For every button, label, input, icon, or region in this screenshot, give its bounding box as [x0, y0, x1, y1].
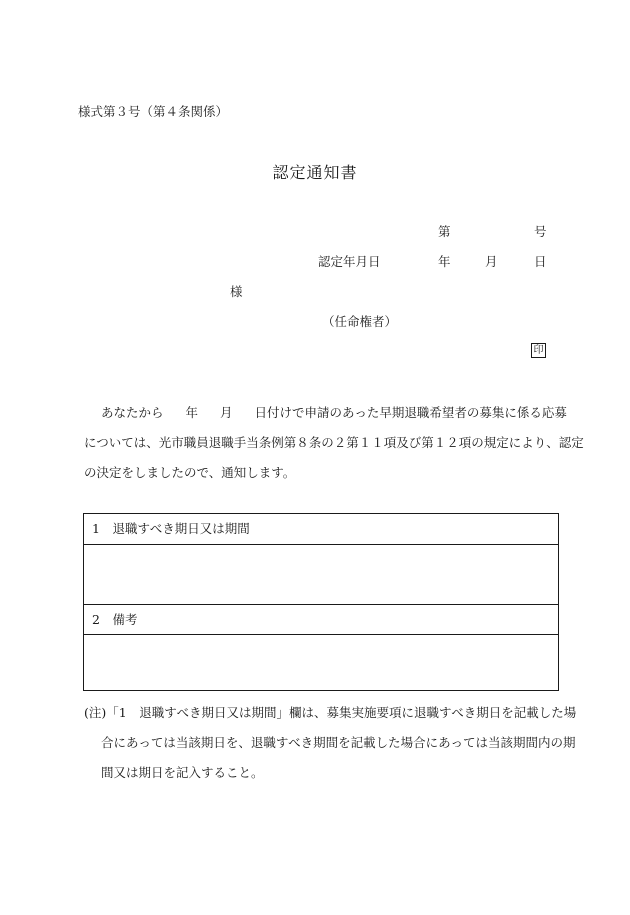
footnote-line-2: 合にあっては当該期日を、退職すべき期間を記載した場合にあっては当該期間内の期 [101, 735, 576, 750]
details-table [83, 513, 559, 691]
appointing-authority: （任命権者） [322, 314, 398, 329]
document-title: 認定通知書 [272, 163, 358, 182]
footnote-line-3: 間又は期日を記入すること。 [101, 765, 264, 780]
document-number-suffix: 号 [534, 224, 547, 239]
body-prefix: あなたから [101, 405, 164, 420]
footnote [84, 698, 576, 788]
approval-date-day: 日 [534, 254, 547, 269]
approval-date-label: 認定年月日 [318, 254, 381, 269]
body-year: 年 [185, 405, 199, 420]
body-line-2: については、光市職員退職手当条例第８条の２第１１項及び第１２項の規定により、認定 [84, 435, 584, 450]
body-line-3: の決定をしましたので、通知します。 [84, 465, 296, 480]
addressee-honorific: 様 [230, 284, 243, 299]
body-line-1 [84, 398, 567, 428]
document-number-prefix: 第 [438, 224, 451, 239]
body-suffix: 日付けで申請のあった早期退職希望者の募集に係る応募 [254, 405, 567, 420]
retirement-date-field[interactable] [84, 544, 558, 604]
form-number: 様式第３号（第４条関係） [78, 104, 229, 119]
seal-mark: 印 [531, 343, 546, 358]
retirement-date-header: 1 退職すべき期日又は期間 [92, 521, 250, 536]
remarks-field[interactable] [84, 634, 558, 692]
notice-body [84, 398, 584, 488]
footnote-line-1: (注)「1 退職すべき期日又は期間」欄は、募集実施要項に退職すべき期日を記載した場 [84, 705, 577, 720]
remarks-header: 2 備考 [84, 604, 558, 634]
body-month: 月 [220, 405, 233, 420]
approval-date-year: 年 [438, 254, 451, 269]
approval-date-month: 月 [485, 254, 498, 269]
